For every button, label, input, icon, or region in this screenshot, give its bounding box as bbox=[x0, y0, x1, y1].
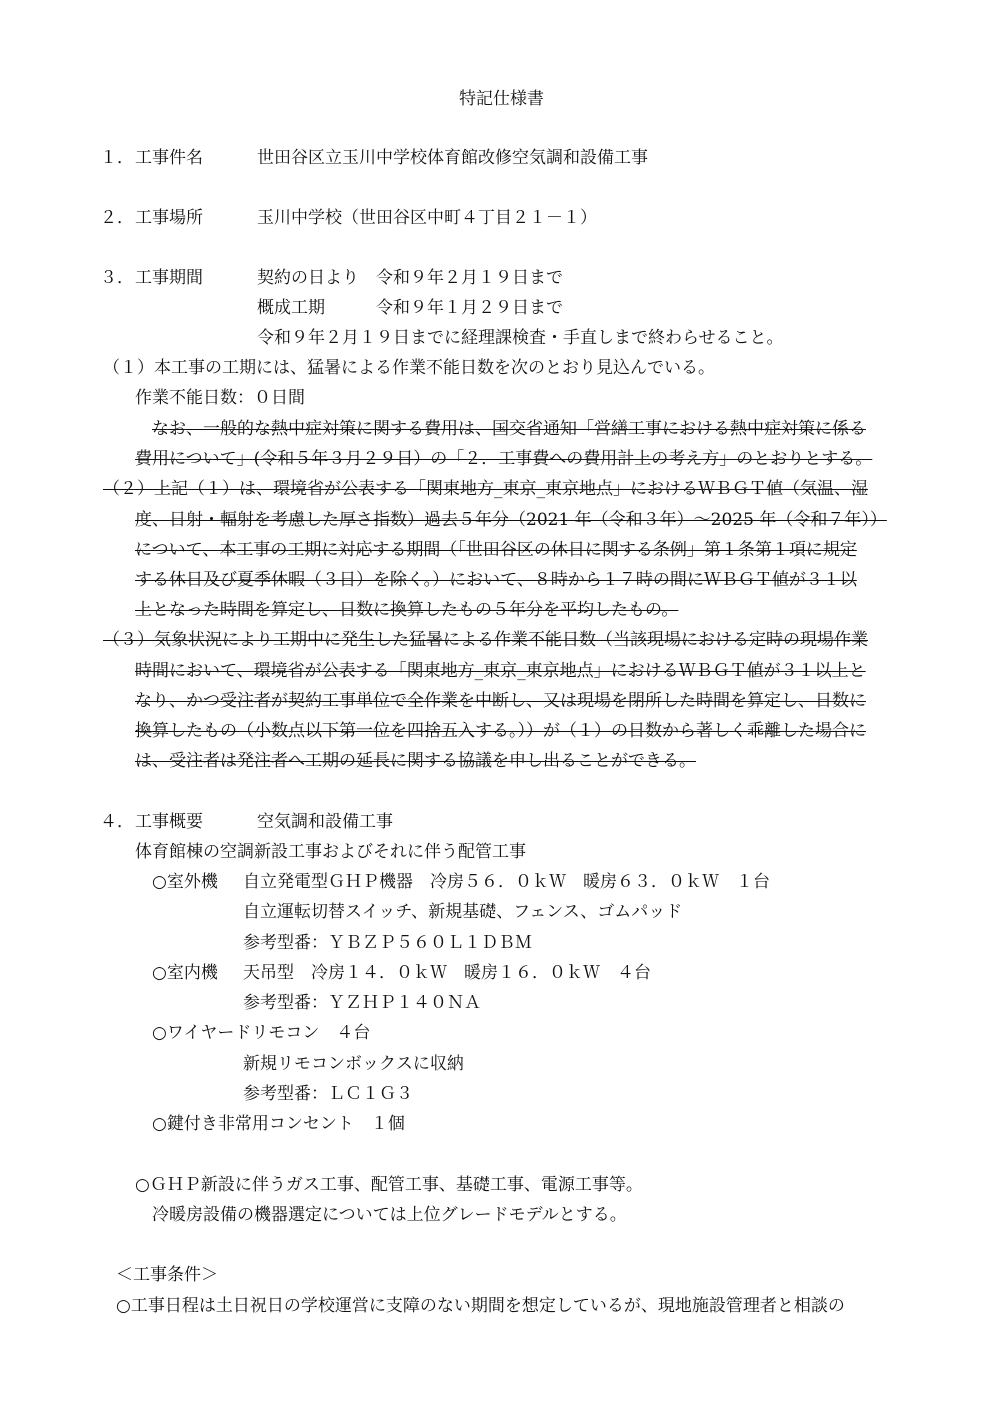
paragraph-3-line-5: は、受注者は発注者へ工期の延長に関する協議を申し出ることができる。 bbox=[135, 751, 696, 771]
substantial-completion: 概成工期 令和９年１月２９日まで bbox=[257, 298, 563, 318]
paragraph-3-line-1: （３）気象状況により工期中に発生した猛暑による作業不能日数（当該現場における定時の現場作業 bbox=[103, 630, 868, 650]
paragraph-3-line-2: 時間において、環境省が公表する「関東地方_東京_東京地点」におけるＷＢＧＴ値が３１以上と bbox=[135, 661, 866, 681]
equipment-grade: 冷暖房設備の機器選定については上位グレードモデルとする。 bbox=[152, 1205, 627, 1225]
outdoor-unit-model: 参考型番：ＹＢＺＰ５６０Ｌ１ＤＢＭ bbox=[243, 933, 532, 953]
unworkable-days: 作業不能日数：０日間 bbox=[135, 388, 305, 408]
section-2-label: 工事場所 bbox=[135, 208, 203, 228]
work-intro: 体育館棟の空調新設工事およびそれに伴う配管工事 bbox=[135, 842, 526, 862]
section-1-number: １． bbox=[100, 148, 134, 168]
page-title: 特記仕様書 bbox=[459, 89, 544, 109]
section-3-label: 工事期間 bbox=[135, 268, 203, 288]
section-4-value: 空気調和設備工事 bbox=[257, 812, 393, 832]
section-4-label: 工事概要 bbox=[135, 812, 203, 832]
emergency-outlet: ○鍵付き非常用コンセント １個 bbox=[152, 1114, 405, 1134]
section-2-value: 玉川中学校（世田谷区中町４丁目２１－１） bbox=[257, 208, 597, 228]
inspection-note: 令和９年２月１９日までに経理課検査・手直しまで終わらせること。 bbox=[257, 328, 784, 348]
paragraph-2-line-3: について、本工事の工期に対応する期間（「世田谷区の休日に関する条例」第１条第１項に規定 bbox=[135, 540, 857, 560]
outdoor-unit-accessories: 自立運転切替スイッチ、新規基礎、フェンス、ゴムパッド bbox=[243, 902, 683, 922]
paragraph-1: （１）本工事の工期には、猛暑による作業不能日数を次のとおり見込んでいる。 bbox=[103, 358, 715, 378]
conditions-heading: ＜工事条件＞ bbox=[116, 1265, 218, 1285]
indoor-unit-spec: 天吊型 冷房１４．０ｋＷ 暖房１６．０ｋＷ ４台 bbox=[243, 963, 651, 983]
section-2-number: ２． bbox=[100, 208, 134, 228]
outdoor-unit-spec: 自立発電型ＧＨＰ機器 冷房５６．０ｋＷ 暖房６３．０ｋＷ １台 bbox=[243, 872, 770, 892]
paragraph-2-line-4: する休日及び夏季休暇（３日）を除く。）において、８時から１７時の間にＷＢＧＴ値が３１以 bbox=[135, 570, 857, 590]
heat-cost-note-1: なお、一般的な熱中症対策に関する費用は、国交省通知「営繕工事における熱中症対策に係る bbox=[152, 419, 866, 439]
remote-model: 参考型番：ＬＣ１Ｇ３ bbox=[243, 1084, 413, 1104]
section-1-value: 世田谷区立玉川中学校体育館改修空気調和設備工事 bbox=[257, 148, 648, 168]
remote-label: ○ワイヤードリモコン ４台 bbox=[152, 1023, 371, 1043]
remote-box: 新規リモコンボックスに収納 bbox=[243, 1054, 464, 1074]
outdoor-unit-label: ○室外機 bbox=[152, 872, 218, 892]
ghp-works: ○ＧＨＰ新設に伴うガス工事、配管工事、基礎工事、電源工事等。 bbox=[135, 1175, 643, 1195]
section-1-label: 工事件名 bbox=[135, 148, 203, 168]
paragraph-3-line-3: なり、かつ受注者が契約工事単位で全作業を中断し、又は現場を閉所した時間を算定し、日数に bbox=[135, 691, 866, 711]
indoor-unit-label: ○室内機 bbox=[152, 963, 218, 983]
paragraph-2-line-1: （２）上記（１）は、環境省が公表する「関東地方_東京_東京地点」におけるＷＢＧＴ値（気温、湿 bbox=[103, 479, 868, 499]
paragraph-3-line-4: 換算したもの（小数点以下第一位を四捨五入する。））が（１）の日数から著しく乖離した場合に bbox=[135, 721, 866, 741]
paragraph-2-line-2: 度、日射・輻射を考慮した厚さ指数）過去５年分（2021 年（令和３年）～2025 年（令和７年）） bbox=[135, 510, 887, 530]
conditions-line-1: ○工事日程は土日祝日の学校運営に支障のない期間を想定しているが、現地施設管理者と相談の bbox=[116, 1296, 845, 1316]
heat-cost-note-2: 費用について」(令和５年３月２９日）の「２．工事費への費用計上の考え方」のとおりとする。 bbox=[135, 449, 873, 469]
section-4-number: ４． bbox=[100, 812, 134, 832]
contract-period: 契約の日より 令和９年２月１９日まで bbox=[257, 268, 563, 288]
paragraph-2-line-5: 上となった時間を算定し、日数に換算したもの５年分を平均したもの。 bbox=[135, 600, 679, 620]
section-3-number: ３． bbox=[100, 268, 134, 288]
indoor-unit-model: 参考型番：ＹＺＨＰ１４０ＮＡ bbox=[243, 993, 481, 1013]
